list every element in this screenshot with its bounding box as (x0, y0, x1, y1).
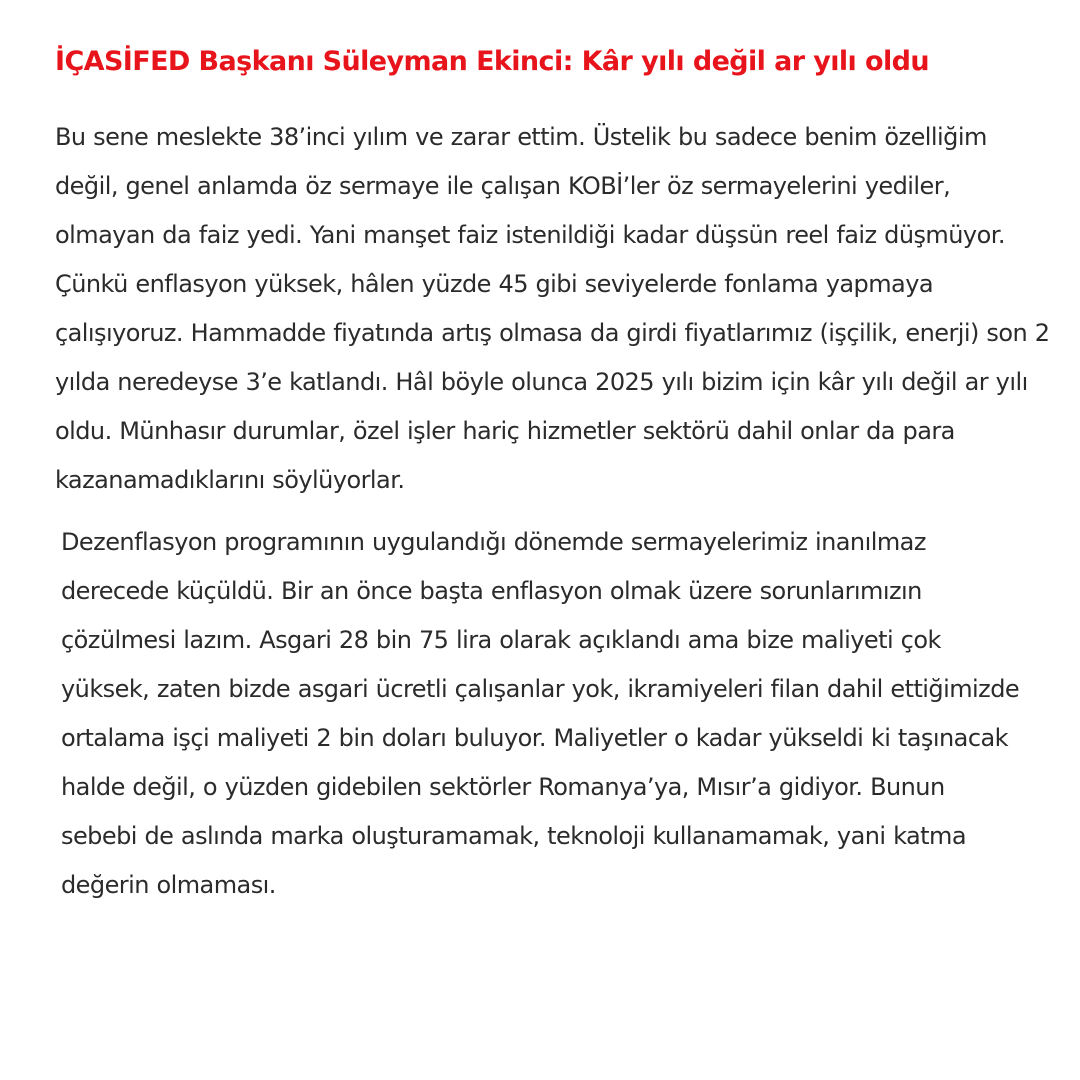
article-title: İÇASİFED Başkanı Süleyman Ekinci: Kâr yılı değil ar yılı oldu (55, 46, 929, 77)
article-paragraph-2: Dezenflasyon programının uygulandığı dönemde sermayelerimiz inanılmaz derecede küçüldü. Bir an önce başta enflasyon olmak üzere sorunlarımızın çözülmesi lazım. Asgari 28 bin 75 lira olarak açıklandı ama bize maliyeti çok yüksek, zaten bizde asgari ücretli çalışanlar yok, ikramiyeleri filan dahil ettiğimizde ortalama işçi maliyeti 2 bin doları buluyor. Maliyetler o kadar yükseldi ki taşınacak halde değil, o yüzden gidebilen sektörler Romanya’ya, Mısır’a gidiyor. Bunun sebebi de aslında marka oluşturamamak, teknoloji kullanamamak, yani katma değerin olmaması. (61, 528, 1020, 899)
article-paragraph-1: Bu sene meslekte 38’inci yılım ve zarar ettim. Üstelik bu sadece benim özelliğim değil, genel anlamda öz sermaye ile çalışan KOBİ’ler öz sermayelerini yediler, olmayan da faiz yedi. Yani manşet faiz istenildiği kadar düşsün reel faiz düşmüyor. Çünkü enflasyon yüksek, hâlen yüzde 45 gibi seviyelerde fonlama yapmaya çalışıyoruz. Hammadde fiyatında artış olmasa da girdi fiyatlarımız (işçilik, enerji) son 2 yılda neredeyse 3’e katlandı. Hâl böyle olunca 2025 yılı bizim için kâr yılı değil ar yılı oldu. Münhasır durumlar, özel işler hariç hizmetler sektörü dahil onlar da para kazanamadıklarını söylüyorlar. (55, 123, 1050, 494)
